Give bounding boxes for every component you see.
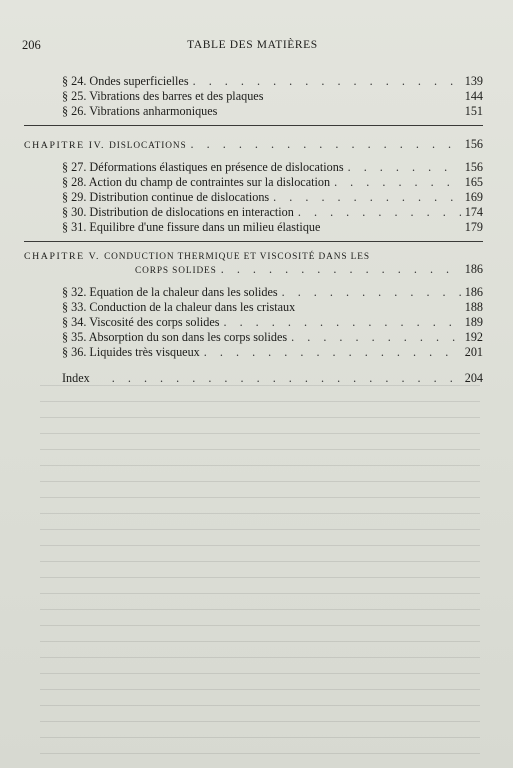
toc-entry — [62, 345, 483, 360]
toc-entry-label: § 26. Vibrations anharmoniques — [62, 104, 218, 118]
index-label: Index — [62, 371, 90, 385]
toc-entry-page: 156 — [464, 160, 483, 174]
chapter-title: DISLOCATIONS — [109, 141, 187, 151]
toc-entry-label: § 24. Ondes superficielles — [62, 74, 189, 88]
chapter-heading-label — [24, 138, 187, 154]
running-title: TABLE DES MATIÈRES — [187, 39, 318, 51]
toc-entry — [62, 89, 483, 104]
chapter-prefix: CHAPITRE V. — [24, 251, 101, 262]
toc-entry-label: § 29. Distribution continue de dislocations — [62, 190, 270, 204]
toc-entry-label: § 34. Viscosité des corps solides — [62, 315, 220, 329]
toc-entry — [62, 74, 483, 89]
leader-dots — [273, 190, 461, 205]
toc-entry — [62, 285, 483, 300]
toc-entry-page: 179 — [464, 220, 483, 234]
chapter-heading-continued — [135, 262, 483, 277]
chapter-title-line2: CORPS SOLIDES — [135, 266, 217, 276]
toc-entry — [62, 190, 483, 205]
leader-dots — [193, 74, 461, 89]
leader-dots — [282, 285, 461, 300]
toc-entry-page: 144 — [464, 89, 483, 103]
leader-dots — [348, 160, 461, 175]
index-page: 204 — [464, 371, 483, 385]
section-rule — [24, 241, 483, 242]
leader-dots — [291, 330, 461, 345]
toc-entry-page: 201 — [464, 345, 483, 359]
toc-entry — [62, 175, 483, 190]
toc-entry-page: 169 — [464, 190, 483, 204]
toc-entry-page: 189 — [464, 315, 483, 329]
leader-dots — [112, 371, 461, 386]
toc-entry-page: 188 — [464, 300, 483, 314]
section-rule — [24, 125, 483, 126]
toc-entry — [62, 104, 483, 119]
toc-entry-page: 165 — [464, 175, 483, 189]
toc-entry-label: § 31. Equilibre d'une fissure dans un milieu élastique — [62, 220, 321, 234]
toc-entry-index — [62, 371, 483, 386]
toc-entry-page: 192 — [464, 330, 483, 344]
toc-entry-page: 139 — [464, 74, 483, 88]
leader-dots — [204, 345, 461, 360]
leader-dots — [191, 137, 461, 152]
toc-entry — [62, 315, 483, 330]
chapter-heading — [24, 137, 483, 152]
chapter-page: 186 — [464, 262, 483, 276]
leader-dots — [223, 315, 460, 330]
chapter-prefix: CHAPITRE IV. — [24, 140, 106, 151]
toc-entry-label: § 25. Vibrations des barres et des plaques — [62, 89, 264, 103]
toc-entry-page: 174 — [464, 205, 483, 219]
toc-entry-label: § 27. Déformations élastiques en présence de dislocations — [62, 160, 344, 174]
toc-entry — [62, 330, 483, 345]
leader-dots — [334, 175, 461, 190]
page-header — [22, 38, 483, 54]
toc-entry-label: § 36. Liquides très visqueux — [62, 345, 200, 359]
toc-entry — [62, 220, 483, 235]
leader-dots — [298, 205, 461, 220]
toc-entry-label: § 30. Distribution de dislocations en interaction — [62, 205, 294, 219]
toc-entry-label: § 33. Conduction de la chaleur dans les cristaux — [62, 300, 296, 314]
toc-entry-label: § 35. Absorption du son dans les corps solides — [62, 330, 288, 344]
chapter-title-line1: CONDUCTION THERMIQUE ET VISCOSITÉ DANS LES — [104, 252, 370, 262]
bleed-through-text — [40, 375, 480, 755]
chapter-page: 156 — [464, 137, 483, 151]
toc-entry — [62, 160, 483, 175]
toc-entry — [62, 205, 483, 220]
toc-entry-page: 186 — [464, 285, 483, 299]
toc-entry — [62, 300, 483, 315]
leader-dots — [221, 262, 461, 277]
toc-entry-label: § 28. Action du champ de contraintes sur la dislocation — [62, 175, 331, 189]
toc-entry-label: § 32. Equation de la chaleur dans les solides — [62, 285, 278, 299]
toc-entry-page: 151 — [464, 104, 483, 118]
page-number: 206 — [22, 38, 41, 52]
